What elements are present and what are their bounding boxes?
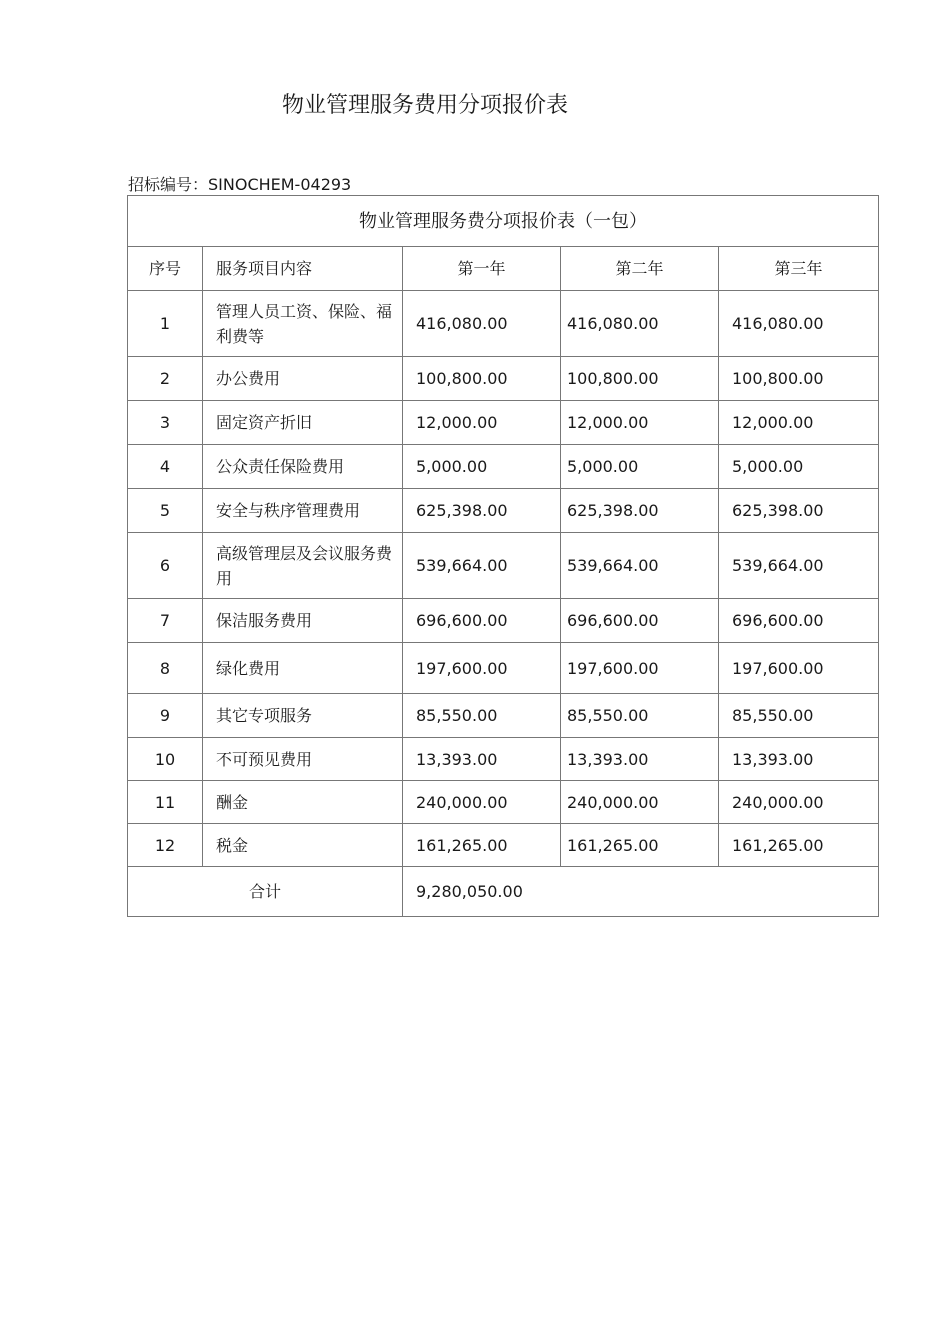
row-year2: 240,000.00 <box>561 781 719 824</box>
header-year1: 第一年 <box>403 247 561 291</box>
row-year2: 625,398.00 <box>561 489 719 533</box>
row-year3: 12,000.00 <box>719 401 879 445</box>
header-item: 服务项目内容 <box>203 247 403 291</box>
total-value: 9,280,050.00 <box>403 867 879 917</box>
table-row <box>128 533 879 599</box>
row-index: 3 <box>128 401 203 445</box>
row-item: 办公费用 <box>203 357 403 401</box>
row-index: 12 <box>128 824 203 867</box>
header-year3: 第三年 <box>719 247 879 291</box>
row-item: 保洁服务费用 <box>203 599 403 643</box>
table-row <box>128 599 879 643</box>
row-year1: 12,000.00 <box>403 401 561 445</box>
row-year3: 85,550.00 <box>719 694 879 738</box>
row-index: 10 <box>128 738 203 781</box>
row-year2: 12,000.00 <box>561 401 719 445</box>
tender-number: 招标编号：SINOCHEM-04293 <box>128 175 352 194</box>
row-year3: 240,000.00 <box>719 781 879 824</box>
row-index: 7 <box>128 599 203 643</box>
table-row <box>128 291 879 357</box>
row-index: 4 <box>128 445 203 489</box>
table-row <box>128 357 879 401</box>
row-index: 6 <box>128 533 203 599</box>
document-title: 物业管理服务费用分项报价表 <box>282 93 569 118</box>
table-header-row <box>128 247 879 291</box>
row-year1: 416,080.00 <box>403 291 561 357</box>
row-year3: 5,000.00 <box>719 445 879 489</box>
row-year1: 161,265.00 <box>403 824 561 867</box>
row-index: 1 <box>128 291 203 357</box>
row-item: 公众责任保险费用 <box>203 445 403 489</box>
row-year1: 625,398.00 <box>403 489 561 533</box>
row-year3: 161,265.00 <box>719 824 879 867</box>
row-year2: 539,664.00 <box>561 533 719 599</box>
row-year3: 696,600.00 <box>719 599 879 643</box>
row-year3: 13,393.00 <box>719 738 879 781</box>
row-year3: 539,664.00 <box>719 533 879 599</box>
row-year3: 416,080.00 <box>719 291 879 357</box>
row-index: 2 <box>128 357 203 401</box>
table-row <box>128 445 879 489</box>
row-year2: 161,265.00 <box>561 824 719 867</box>
row-year3: 625,398.00 <box>719 489 879 533</box>
quote-table <box>127 195 879 917</box>
row-index: 8 <box>128 643 203 694</box>
row-year1: 5,000.00 <box>403 445 561 489</box>
row-year2: 197,600.00 <box>561 643 719 694</box>
row-item: 管理人员工资、保险、福利费等 <box>203 291 403 357</box>
row-item: 固定资产折旧 <box>203 401 403 445</box>
row-year1: 13,393.00 <box>403 738 561 781</box>
row-item: 高级管理层及会议服务费用 <box>203 533 403 599</box>
table-row <box>128 824 879 867</box>
table-row <box>128 489 879 533</box>
row-item: 税金 <box>203 824 403 867</box>
row-year3: 197,600.00 <box>719 643 879 694</box>
table-row <box>128 738 879 781</box>
row-item: 酬金 <box>203 781 403 824</box>
table-caption-row <box>128 196 879 247</box>
row-year2: 416,080.00 <box>561 291 719 357</box>
total-label: 合计 <box>128 867 403 917</box>
row-year2: 5,000.00 <box>561 445 719 489</box>
row-year1: 696,600.00 <box>403 599 561 643</box>
row-year2: 85,550.00 <box>561 694 719 738</box>
row-year3: 100,800.00 <box>719 357 879 401</box>
row-item: 不可预见费用 <box>203 738 403 781</box>
row-item: 其它专项服务 <box>203 694 403 738</box>
table-caption: 物业管理服务费分项报价表（一包） <box>128 196 879 247</box>
table-row <box>128 781 879 824</box>
row-year1: 85,550.00 <box>403 694 561 738</box>
row-year1: 539,664.00 <box>403 533 561 599</box>
row-index: 11 <box>128 781 203 824</box>
row-year1: 100,800.00 <box>403 357 561 401</box>
header-index: 序号 <box>128 247 203 291</box>
table-total-row <box>128 867 879 917</box>
row-year2: 696,600.00 <box>561 599 719 643</box>
row-item: 绿化费用 <box>203 643 403 694</box>
row-year1: 197,600.00 <box>403 643 561 694</box>
table-row <box>128 401 879 445</box>
table-row <box>128 643 879 694</box>
header-year2: 第二年 <box>561 247 719 291</box>
table-row <box>128 694 879 738</box>
row-index: 5 <box>128 489 203 533</box>
row-item: 安全与秩序管理费用 <box>203 489 403 533</box>
row-year1: 240,000.00 <box>403 781 561 824</box>
row-year2: 100,800.00 <box>561 357 719 401</box>
row-index: 9 <box>128 694 203 738</box>
row-year2: 13,393.00 <box>561 738 719 781</box>
